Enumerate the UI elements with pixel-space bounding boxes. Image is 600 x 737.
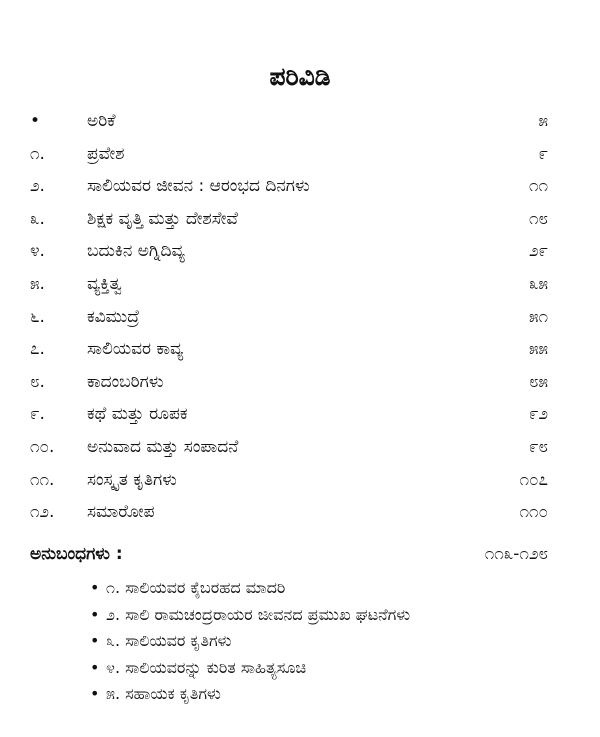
- toc-entry-title: ಕಾದಂಬರಿಗಳು: [87, 371, 164, 392]
- toc-entry-number: ೫.: [30, 274, 45, 294]
- appendix-item: [90, 628, 231, 654]
- appendix-page-range: ೧೧೩-೧೨೮: [484, 544, 548, 564]
- toc-entry-number: ೧೦.: [30, 437, 55, 457]
- toc-entry-page: ೯: [538, 143, 548, 164]
- toc-entry-page: ೨೯: [528, 241, 548, 262]
- toc-entry: [0, 399, 600, 429]
- toc-entry-title: ಸಮಾರೋಪ: [87, 502, 155, 523]
- toc-entry: [0, 465, 600, 495]
- toc-entry-page: ೧೦೭: [519, 469, 548, 490]
- toc-entry-title: ಶಿಕ್ಷಕ ವೃತ್ತಿ ಮತ್ತು ದೇಶಸೇವೆ: [87, 208, 238, 229]
- page-title: ಪರಿವಿಡಿ: [269, 62, 331, 91]
- toc-entry-number: ೪.: [30, 241, 45, 262]
- bullet-icon: •: [90, 604, 100, 624]
- toc-entry-page: ೫೧: [528, 306, 548, 327]
- appendix-heading-label: ಅನುಬಂಧಗಳು :: [30, 544, 123, 564]
- toc-entry-page: ೮೫: [528, 371, 548, 392]
- appendix-item: [90, 575, 285, 601]
- toc-entry-number: ೩.: [30, 208, 45, 229]
- toc-entry: [0, 171, 600, 201]
- toc-entry: [0, 497, 600, 527]
- toc-entry-page: ೧೧೦: [519, 502, 548, 523]
- appendix-item-text: ೩. ಸಾಲಿಯವರ ಕೃತಿಗಳು: [106, 631, 232, 650]
- bullet-icon: •: [90, 684, 100, 703]
- appendix-item-text: ೪. ಸಾಲಿಯವರನ್ನು ಕುರಿತ ಸಾಹಿತ್ಯಸೂಚಿ: [106, 657, 307, 677]
- toc-entry: [0, 139, 600, 169]
- toc-entry-page: ೫: [538, 111, 548, 131]
- toc-entry-title: ಸಂಸ್ಕೃತ ಕೃತಿಗಳು: [87, 469, 177, 490]
- toc-entry-title: ಅನುವಾದ ಮತ್ತು ಸಂಪಾದನೆ: [87, 437, 239, 457]
- appendix-item-text: ೨. ಸಾಲಿ ರಾಮಚಂದ್ರರಾಯರ ಜೀವನದ ಪ್ರಮುಖ ಘಟನೆಗಳು: [106, 604, 411, 624]
- toc-entry-number: ೧.: [30, 143, 45, 164]
- toc-entry-number: ೨.: [30, 176, 45, 197]
- toc-entry-page: ೯೨: [528, 404, 548, 425]
- toc-entry-title: ಸಾಲಿಯವರ ಜೀವನ : ಆರಂಭದ ದಿನಗಳು: [87, 176, 310, 197]
- toc-entry-title: ಕಥೆ ಮತ್ತು ರೂಪಕ: [87, 404, 188, 425]
- toc-entry-title: ಕವಿಮುದ್ರೆ: [87, 306, 140, 327]
- toc-entry-number: ೭.: [30, 339, 45, 360]
- toc-entry: [0, 432, 600, 462]
- appendix-item-text: ೧. ಸಾಲಿಯವರ ಕೈಬರಹದ ಮಾದರಿ: [106, 578, 286, 597]
- bullet-icon: •: [90, 631, 100, 650]
- appendix-item-text: ೫. ಸಹಾಯಕ ಕೃತಿಗಳು: [106, 684, 221, 703]
- appendix-item: [90, 602, 410, 628]
- toc-entry-title: ಪ್ರವೇಶ: [87, 143, 125, 164]
- toc-entry-page: ೫೫: [528, 339, 548, 360]
- toc-entry-page: ೩೫: [528, 274, 548, 294]
- toc-entry-title: ಅರಿಕೆ: [87, 111, 116, 131]
- toc-entry-number: •: [30, 111, 41, 131]
- toc-entry-number: ೯.: [30, 404, 45, 425]
- appendix-item: [90, 655, 306, 681]
- toc-entry-page: ೧೧: [528, 176, 548, 197]
- appendix-item: [90, 681, 221, 707]
- bullet-icon: •: [90, 657, 100, 677]
- toc-entry: [0, 236, 600, 266]
- toc-entry: [0, 302, 600, 332]
- toc-entry-title: ವ್ಯಕ್ತಿತ್ವ: [87, 274, 122, 294]
- toc-entry-number: ೮.: [30, 371, 45, 392]
- toc-entry: [0, 204, 600, 234]
- toc-entry-number: ೧೨.: [30, 502, 55, 523]
- toc-entry: [0, 367, 600, 397]
- toc-entry-number: ೧೧.: [30, 469, 55, 490]
- toc-entry: [0, 269, 600, 299]
- toc-entry: [0, 334, 600, 364]
- toc-entry: [0, 106, 600, 136]
- toc-entry-page: ೯೮: [528, 437, 548, 457]
- appendix-heading: [30, 539, 548, 569]
- toc-entry-title: ಸಾಲಿಯವರ ಕಾವ್ಯ: [87, 339, 184, 360]
- toc-entry-page: ೧೮: [528, 208, 548, 229]
- toc-entry-number: ೬.: [30, 306, 45, 327]
- toc-entry-title: ಬದುಕಿನ ಅಗ್ನಿದಿವ್ಯ: [87, 241, 185, 262]
- bullet-icon: •: [90, 578, 100, 597]
